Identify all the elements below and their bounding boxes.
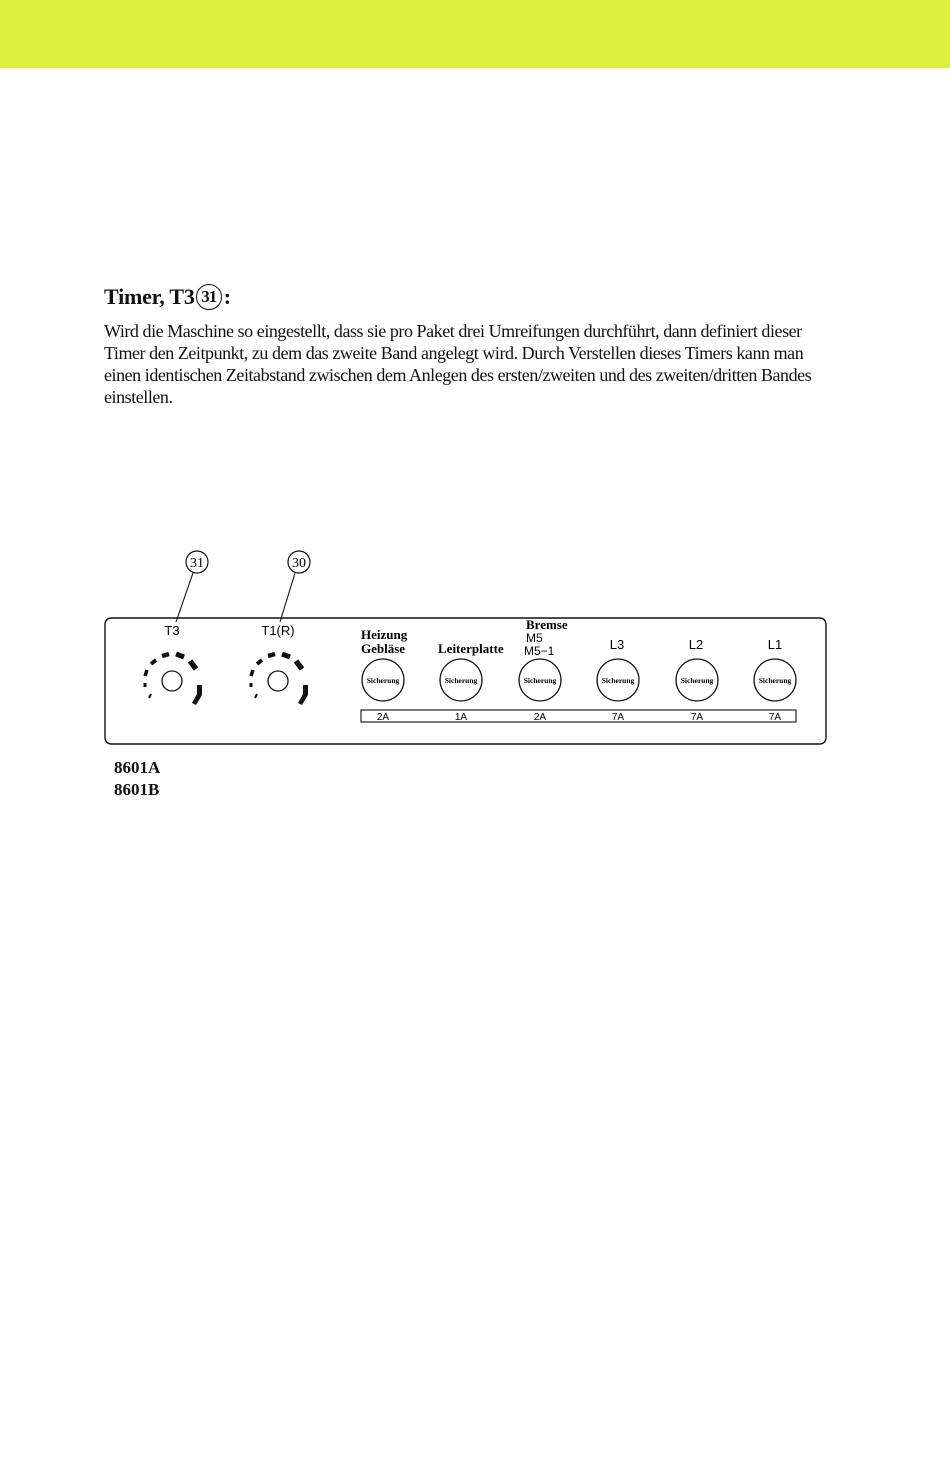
fuse-l1 xyxy=(754,659,796,701)
label-m5-1: M5−1 xyxy=(524,644,555,658)
top-accent-bar xyxy=(0,0,950,68)
fuse-l3-label: Sicherung xyxy=(601,676,635,685)
fuse-heizung xyxy=(362,659,404,701)
callout-31 xyxy=(176,551,208,622)
rating-strip xyxy=(361,710,796,722)
rating-l2: 7A xyxy=(690,712,704,723)
label-heizung: Heizung xyxy=(361,627,408,642)
fuse-l1-label: Sicherung xyxy=(758,676,792,685)
control-panel-diagram xyxy=(0,540,950,760)
model-8601a: 8601A xyxy=(114,758,161,777)
timer-t3-dial xyxy=(145,654,202,705)
timer-t3-label: T3 xyxy=(164,623,180,638)
timer-t1r-label: T1(R) xyxy=(261,623,295,638)
label-m5: M5 xyxy=(526,631,543,645)
callout-number: 31 xyxy=(196,284,222,310)
fuse-leiterplatte xyxy=(440,659,482,701)
rating-heizung: 2A xyxy=(376,712,390,723)
fuse-l3 xyxy=(597,659,639,701)
model-numbers xyxy=(114,757,160,801)
fuse-l2 xyxy=(676,659,718,701)
timer-t1r-dial xyxy=(251,654,308,705)
section-heading xyxy=(104,284,231,310)
heading-colon: : xyxy=(223,284,231,309)
callout-30-label: 30 xyxy=(292,556,306,571)
label-leiterplatte: Leiterplatte xyxy=(438,641,504,656)
fuse-bremse-label: Sicherung xyxy=(523,676,557,685)
callout-30 xyxy=(280,551,310,622)
label-l2: L2 xyxy=(688,637,704,652)
rating-leiterplatte: 1A xyxy=(454,712,468,723)
description-paragraph: Wird die Maschine so eingestellt, dass sie pro Paket drei Umreifungen durchführt, dann definiert dieser Timer den Zeitpunkt, zu dem das zweite Band angelegt wird. Durch Verstellen dieses Timers kann man einen identischen Zeitabstand zwischen dem Anlegen des ersten/zweiten und des zweiten/dritten Bandes einstellen. xyxy=(104,321,812,407)
label-geblaese: Gebläse xyxy=(361,641,406,656)
fuse-l2-label: Sicherung xyxy=(680,676,714,685)
callout-31-label: 31 xyxy=(190,556,204,571)
rating-bremse: 2A xyxy=(533,712,547,723)
heading-text: Timer, T3 xyxy=(104,284,195,309)
fuse-heizung-label: Sicherung xyxy=(366,676,400,685)
label-l3: L3 xyxy=(609,637,625,652)
rating-l3: 7A xyxy=(611,712,625,723)
label-l1: L1 xyxy=(767,637,783,652)
rating-l1: 7A xyxy=(768,712,782,723)
model-8601b: 8601B xyxy=(114,780,160,799)
fuse-leiterplatte-label: Sicherung xyxy=(444,676,478,685)
label-bremse: Bremse xyxy=(526,617,568,632)
fuse-bremse xyxy=(519,659,561,701)
